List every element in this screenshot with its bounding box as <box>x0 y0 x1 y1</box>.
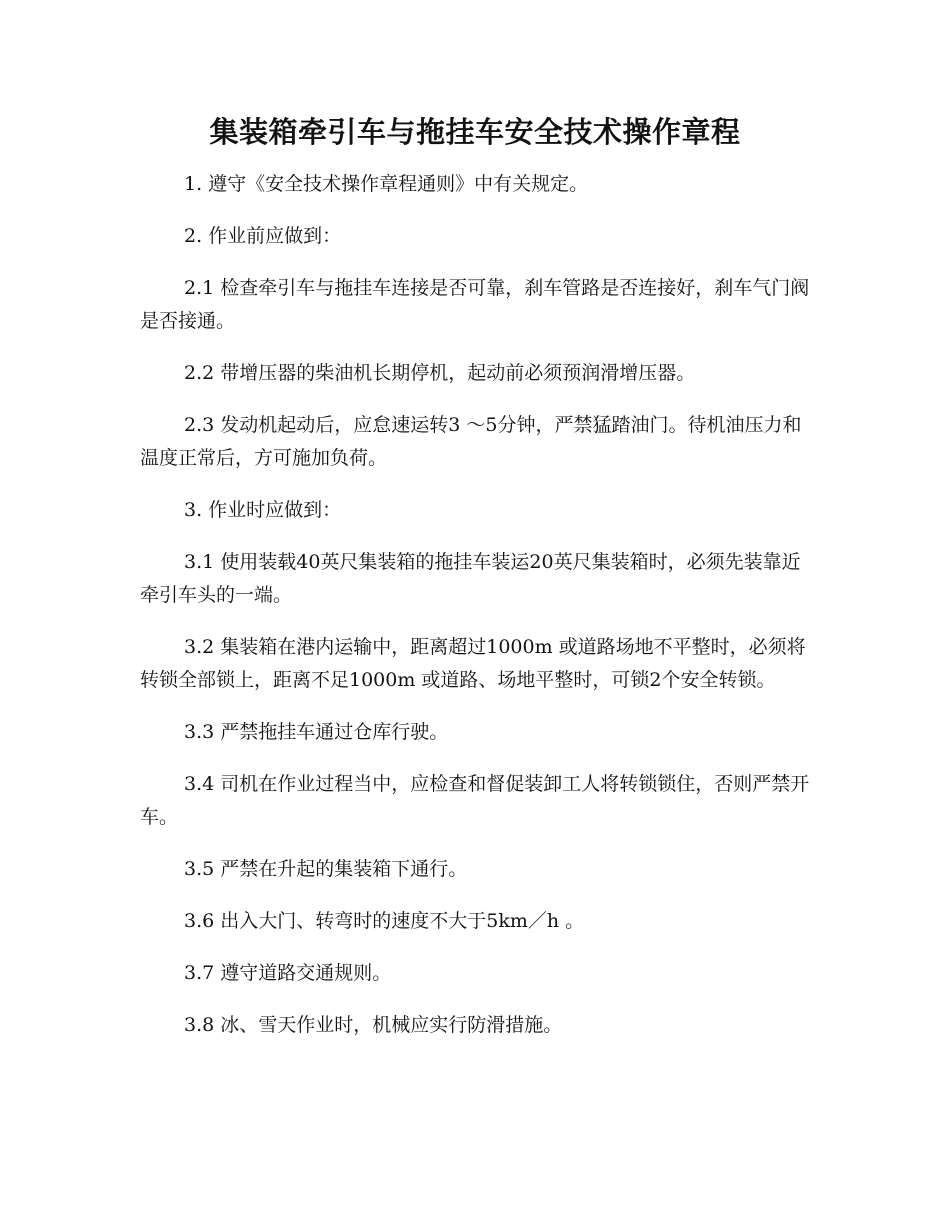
paragraph-1: 1. 遵守《安全技术操作章程通则》中有关规定。 <box>184 173 589 195</box>
paragraph-3: 3. 作业时应做到： <box>184 499 342 521</box>
paragraph-3-1: 3.1 使用装载40英尺集装箱的拖挂车装运20英尺集装箱时，必须先装靠近牵引车头的一端。 <box>140 551 801 606</box>
paragraph-3-5: 3.5 严禁在升起的集装箱下通行。 <box>184 858 468 880</box>
document-title: 集装箱牵引车与拖挂车安全技术操作章程 <box>209 115 741 149</box>
paragraph-3-4: 3.4 司机在作业过程当中，应检查和督促装卸工人将转锁锁住，否则严禁开车。 <box>140 773 810 828</box>
document-body <box>140 168 812 1061</box>
paragraph-3-2: 3.2 集装箱在港内运输中，距离超过1000m 或道路场地不平整时，必须将转锁全部锁上，距离不足1000m 或道路、场地平整时，可锁2个安全转锁。 <box>140 636 806 691</box>
paragraph-2-2: 2.2 带增压器的柴油机长期停机，起动前必须预润滑增压器。 <box>184 362 696 384</box>
paragraph-2: 2. 作业前应做到： <box>184 225 342 247</box>
paragraph-2-1: 2.1 检查牵引车与拖挂车连接是否可靠，刹车管路是否连接好，刹车气门阀是否接通。 <box>140 277 810 332</box>
paragraph-3-7: 3.7 遵守道路交通规则。 <box>184 962 392 984</box>
paragraph-2-3: 2.3 发动机起动后，应怠速运转3 ～5分钟，严禁猛踏油门。待机油压力和温度正常后，方可施加负荷。 <box>140 414 802 469</box>
paragraph-3-8: 3.8 冰、雪天作业时，机械应实行防滑措施。 <box>184 1014 563 1036</box>
paragraph-3-6: 3.6 出入大门、转弯时的速度不大于5km／h 。 <box>184 910 585 932</box>
paragraph-3-3: 3.3 严禁拖挂车通过仓库行驶。 <box>184 721 449 743</box>
